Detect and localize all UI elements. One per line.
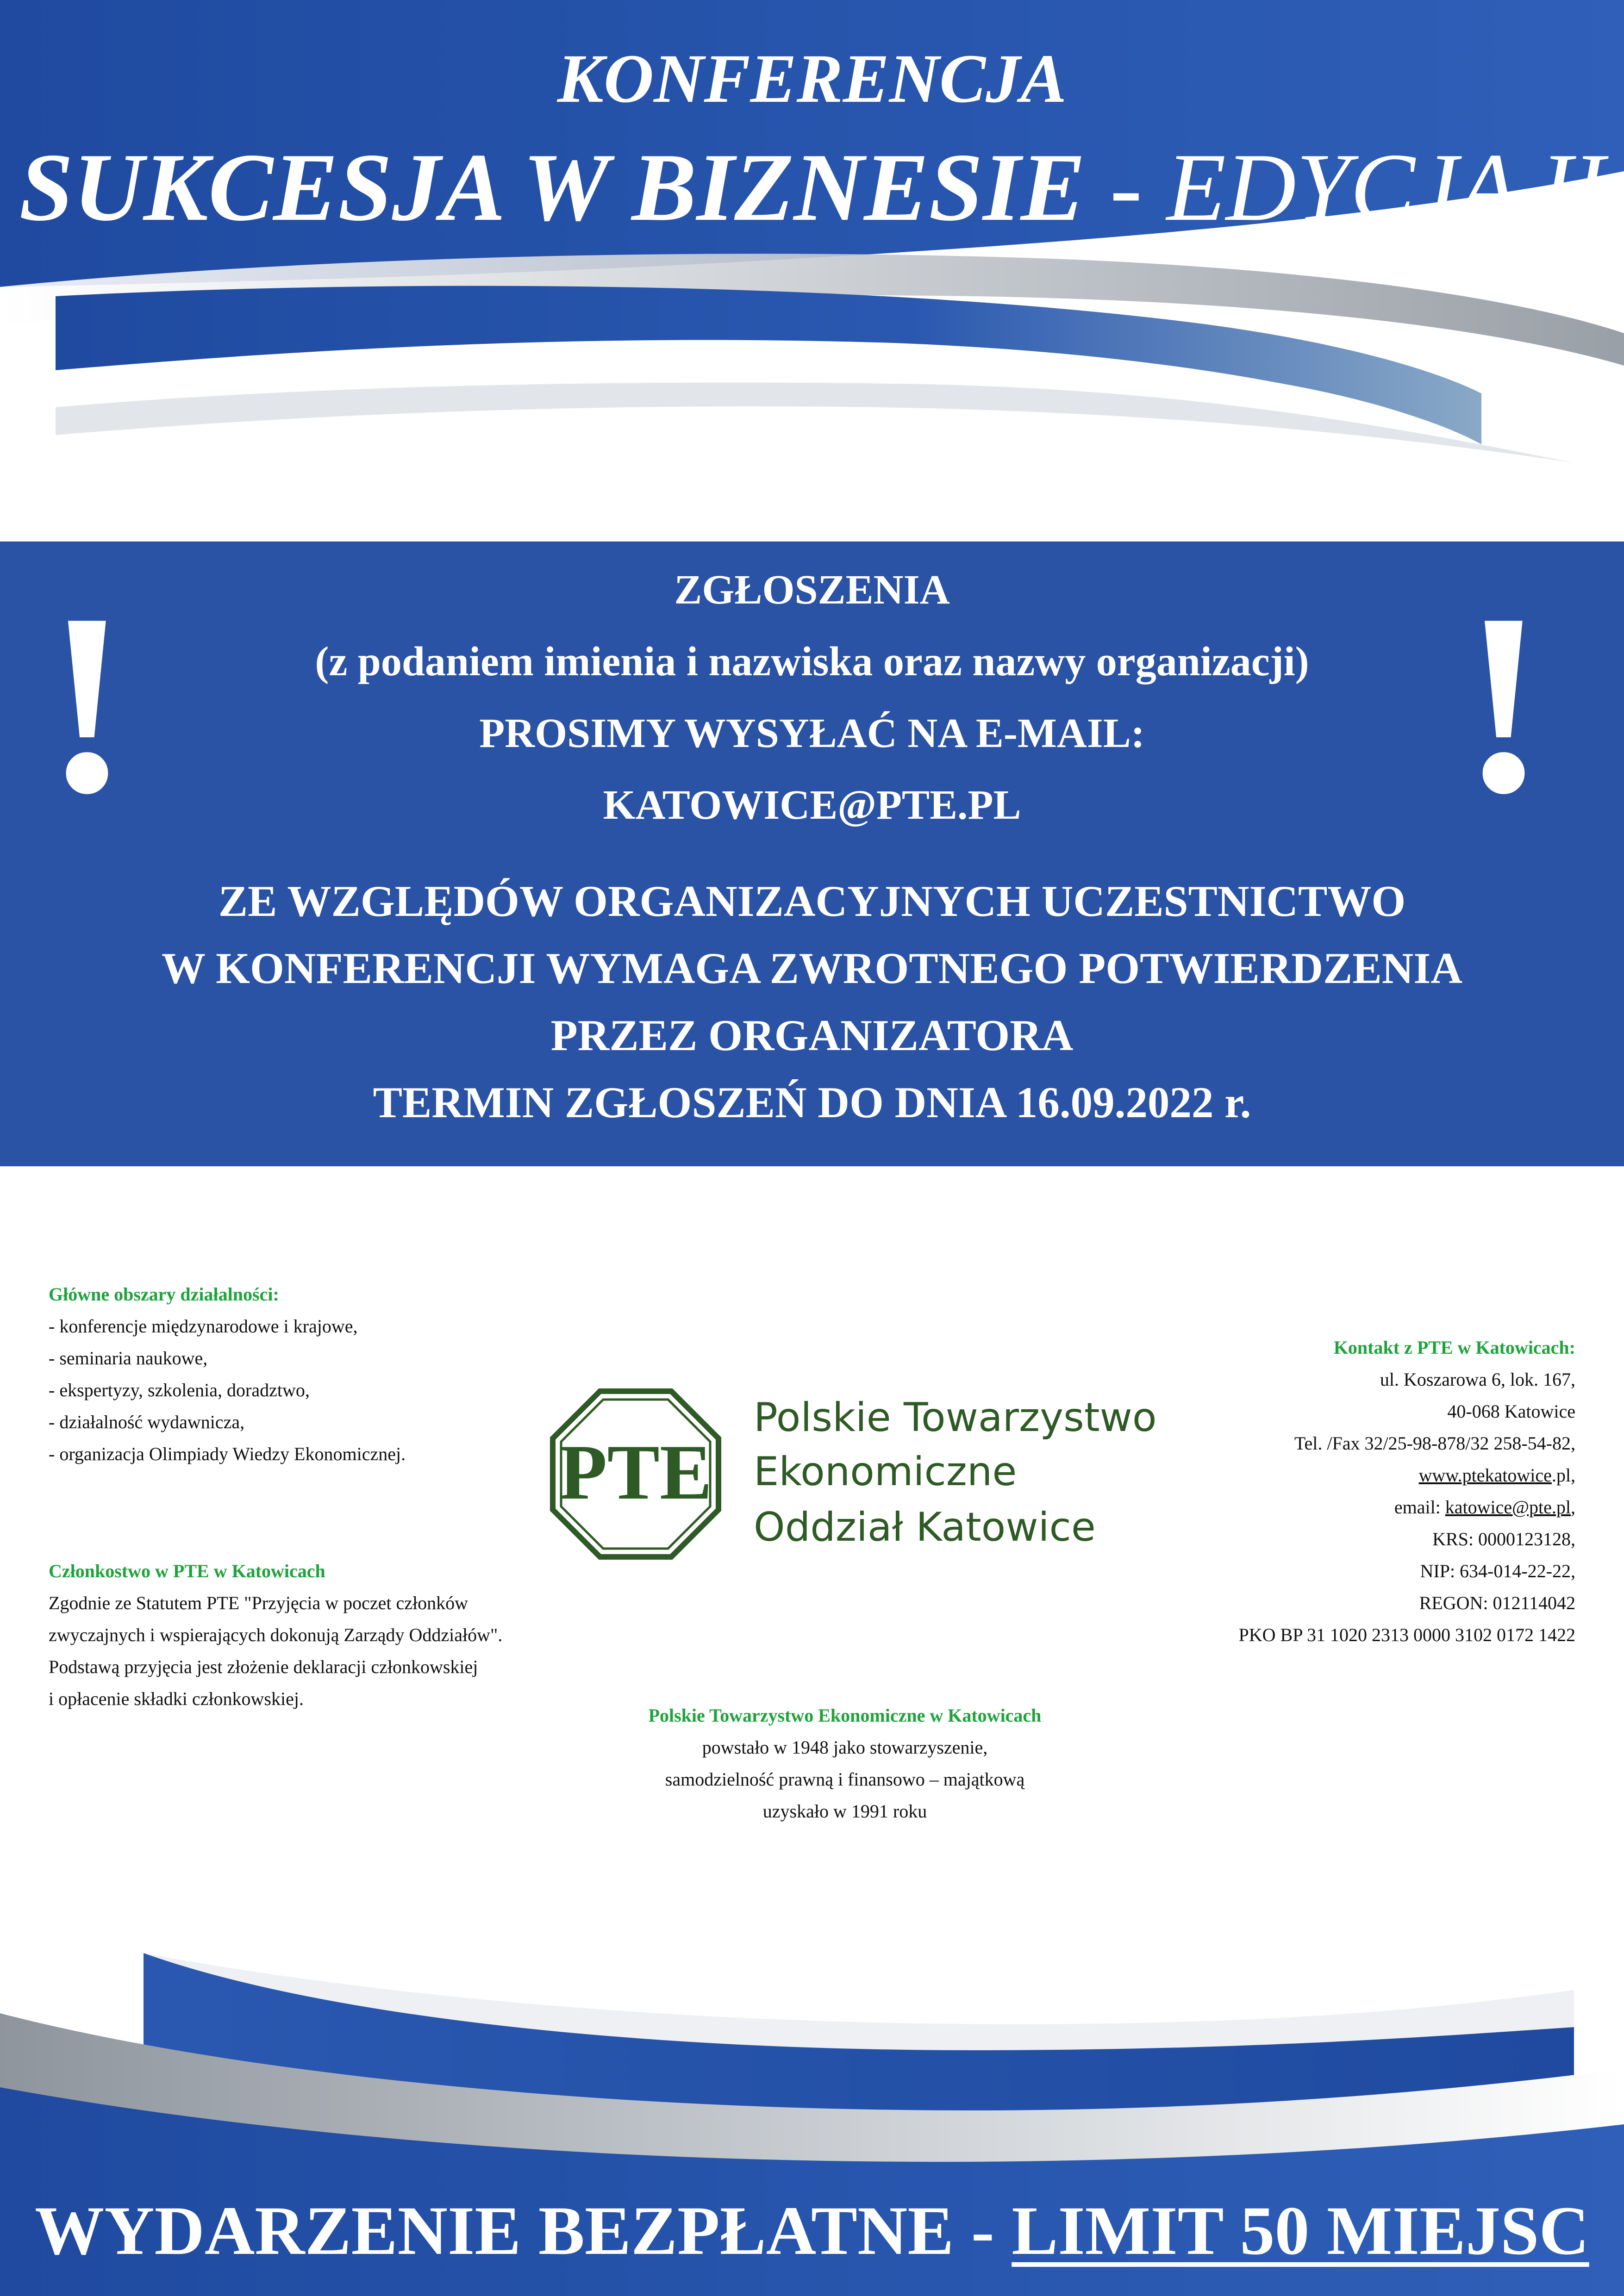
contact-nip: NIP: 634-014-22-22,: [1420, 1561, 1575, 1581]
contact-email-suffix: ,: [1571, 1497, 1575, 1518]
contact-regon: REGON: 012114042: [1419, 1593, 1575, 1613]
list-item: - ekspertyzy, szkolenia, doradztwo,: [49, 1380, 310, 1400]
registration-heading: ZGŁOSZENIA: [674, 567, 950, 613]
contact-email-row: [1239, 1491, 1575, 1523]
conference-title: [0, 134, 1624, 241]
exclamation-left-icon: !: [44, 560, 131, 847]
registration-details: (z podaniem imienia i nazwiska oraz nazwy organizacji): [315, 639, 1309, 684]
about-section: [532, 1699, 1157, 1827]
about-heading: Polskie Towarzystwo Ekonomiczne w Katowicach: [648, 1705, 1042, 1726]
conference-title-edition: - EDYCJA II: [1085, 134, 1605, 241]
footer-seat-limit: LIMIT 50 MIEJSC: [1012, 2192, 1589, 2269]
contact-phone: Tel. /Fax 32/25-98-878/32 258-54-82,: [1294, 1433, 1575, 1454]
pte-logo-mark: PTE: [559, 1429, 712, 1516]
contact-address-city: 40-068 Katowice: [1447, 1401, 1575, 1422]
registration-email-prompt: PROSIMY WYSYŁAĆ NA E-MAIL:: [479, 710, 1145, 756]
list-item: - seminaria naukowe,: [49, 1348, 208, 1369]
pte-logo-emblem: [550, 1388, 721, 1560]
contact-website-row: [1239, 1459, 1575, 1491]
contact-bank-account: PKO BP 31 1020 2313 0000 3102 0172 1422: [1238, 1624, 1575, 1645]
conference-label: KONFERENCJA: [557, 40, 1067, 117]
list-item: - konferencje międzynarodowe i krajowe,: [49, 1316, 358, 1337]
registration-deadline: TERMIN ZGŁOSZEŃ DO DNIA 16.09.2022 r.: [373, 1078, 1251, 1127]
about-text-line: uzyskało w 1991 roku: [762, 1801, 927, 1822]
membership-section: [49, 1555, 502, 1715]
confirmation-note-line3: PRZEZ ORGANIZATORA: [550, 1011, 1074, 1060]
list-item: - organizacja Olimpiady Wiedzy Ekonomicznej.: [49, 1444, 406, 1464]
contact-email-label: email:: [1394, 1497, 1445, 1518]
confirmation-note-line2: W KONFERENCJI WYMAGA ZWROTNEGO POTWIERDZENIA: [162, 944, 1462, 993]
conference-title-main: SUKCESJA W BIZNESIE: [19, 134, 1086, 241]
contact-section: [1239, 1332, 1575, 1651]
contact-address-street: ul. Koszarowa 6, lok. 167,: [1380, 1369, 1575, 1390]
footer-free-event: WYDARZENIE BEZPŁATNE -: [35, 2192, 1012, 2269]
membership-text-line: i opłacenie składki członkowskiej.: [49, 1688, 304, 1709]
membership-heading: Członkostwo w PTE w Katowicach: [49, 1561, 325, 1581]
logo-name-line3: Oddział Katowice: [754, 1504, 1096, 1550]
contact-krs: KRS: 0000123128,: [1432, 1529, 1575, 1549]
contact-website-suffix: .pl,: [1551, 1465, 1575, 1486]
membership-text-line: Zgodnie ze Statutem PTE "Przyjęcia w poczet członków: [49, 1593, 468, 1613]
logo-name-line2: Ekonomiczne: [754, 1449, 1017, 1495]
contact-email-link[interactable]: katowice@pte.pl: [1445, 1497, 1571, 1518]
contact-heading: Kontakt z PTE w Katowicach:: [1333, 1337, 1575, 1358]
list-item: - działalność wydawnicza,: [49, 1412, 245, 1432]
registration-panel: [0, 541, 1624, 1166]
footer-banner: [0, 2192, 1624, 2269]
activities-section: [49, 1278, 406, 1470]
membership-text-line: zwyczajnych i wspierających dokonują Zarządy Oddziałów".: [49, 1624, 503, 1645]
logo-name-line1: Polskie Towarzystwo: [754, 1394, 1157, 1441]
about-text-line: samodzielność prawną i finansowo – majątkową: [665, 1769, 1025, 1790]
about-text-line: powstało w 1948 jako stowarzyszenie,: [702, 1737, 988, 1758]
registration-email: KATOWICE@PTE.PL: [603, 782, 1021, 828]
contact-website-link[interactable]: www.ptekatowice: [1418, 1465, 1552, 1486]
membership-text-line: Podstawą przyjęcia jest złożenie deklaracji członkowskiej: [49, 1656, 478, 1677]
confirmation-note-line1: ZE WZGLĘDÓW ORGANIZACYJNYCH UCZESTNICTWO: [218, 877, 1406, 926]
activities-heading: Główne obszary działalności:: [49, 1284, 279, 1305]
exclamation-right-icon: !: [1461, 560, 1547, 847]
